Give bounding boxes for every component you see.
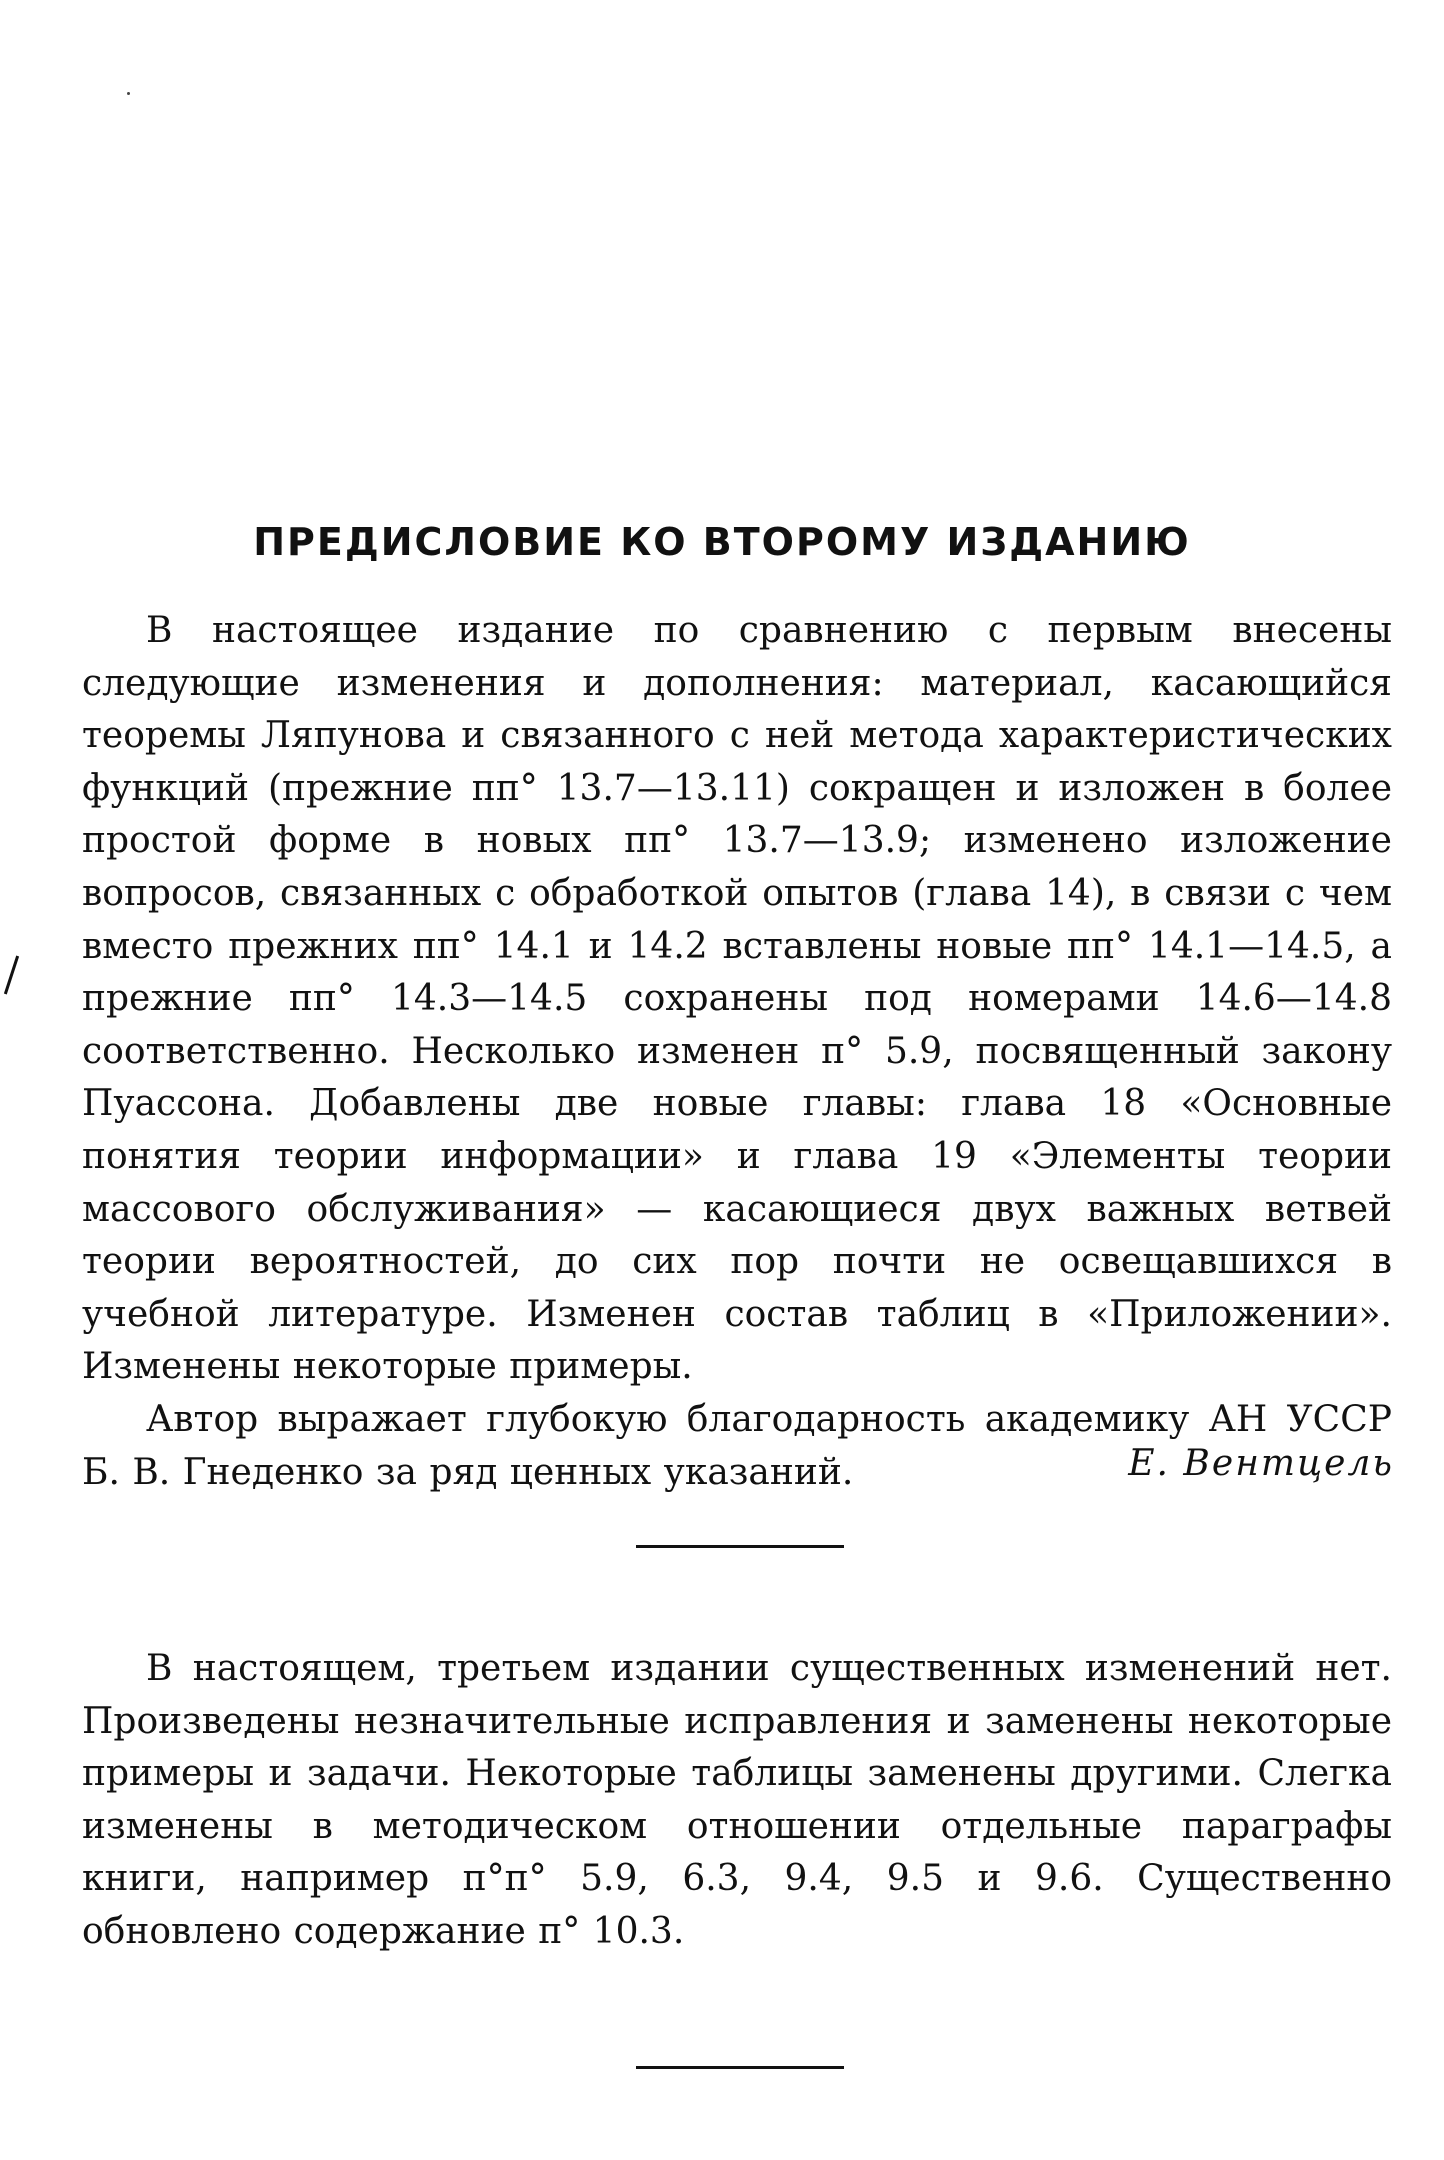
third-edition-note — [82, 1643, 1392, 1959]
section-divider — [636, 2066, 844, 2069]
preface-paragraph-changes: В настоящее издание по сравнению с первым внесены следующие изменения и дополнения: материал, касающийся теоремы Ляпунова и связанного с ней метода характеристических функций (прежние пп° 13.7—13.11) сокращен и изложен в более простой форме в новых пп° 13.7—13.9; изменено изложение вопросов, связанных с обработкой опытов (глава 14), в связи с чем вместо прежних пп° 14.1 и 14.2 вставлены новые пп° 14.1—14.5, а прежние пп° 14.3—14.5 сохранены под номерами 14.6—14.8 соответственно. Несколько изменен п° 5.9, посвященный закону Пуассона. Добавлены две новые главы: глава 18 «Основные понятия теории информации» и глава 19 «Элементы теории массового обслуживания» — касающиеся двух важных ветвей теории вероятностей, до сих пор почти не освещавшихся в учебной литературе. Изменен состав таблиц в «Приложении». Изменены некоторые примеры. — [82, 610, 1392, 1388]
page-title: ПРЕДИСЛОВИЕ КО ВТОРОМУ ИЗДАНИЮ — [253, 520, 1191, 564]
second-edition-preface — [82, 605, 1392, 1499]
author-signature: Е. Вентцель — [1128, 1443, 1394, 1484]
third-edition-paragraph: В настоящем, третьем издании существенных изменений нет. Произведены незначительные исправления и заменены некоторые примеры и задачи. Некоторые таблицы заменены другими. Слегка изменены в методическом отношении отдельные параграфы книги, например п°п° 5.9, 6.3, 9.4, 9.5 и 9.6. Существенно обновлено содержание п° 10.3. — [82, 1648, 1392, 1952]
section-divider — [636, 1545, 844, 1548]
preface-paragraph-acknowledgement: Автор выражает глубокую благодарность академику АН УССР Б. В. Гнеденко за ряд ценных указаний. — [82, 1398, 1392, 1493]
margin-pencil-mark — [4, 956, 19, 995]
scan-speck — [127, 92, 130, 95]
